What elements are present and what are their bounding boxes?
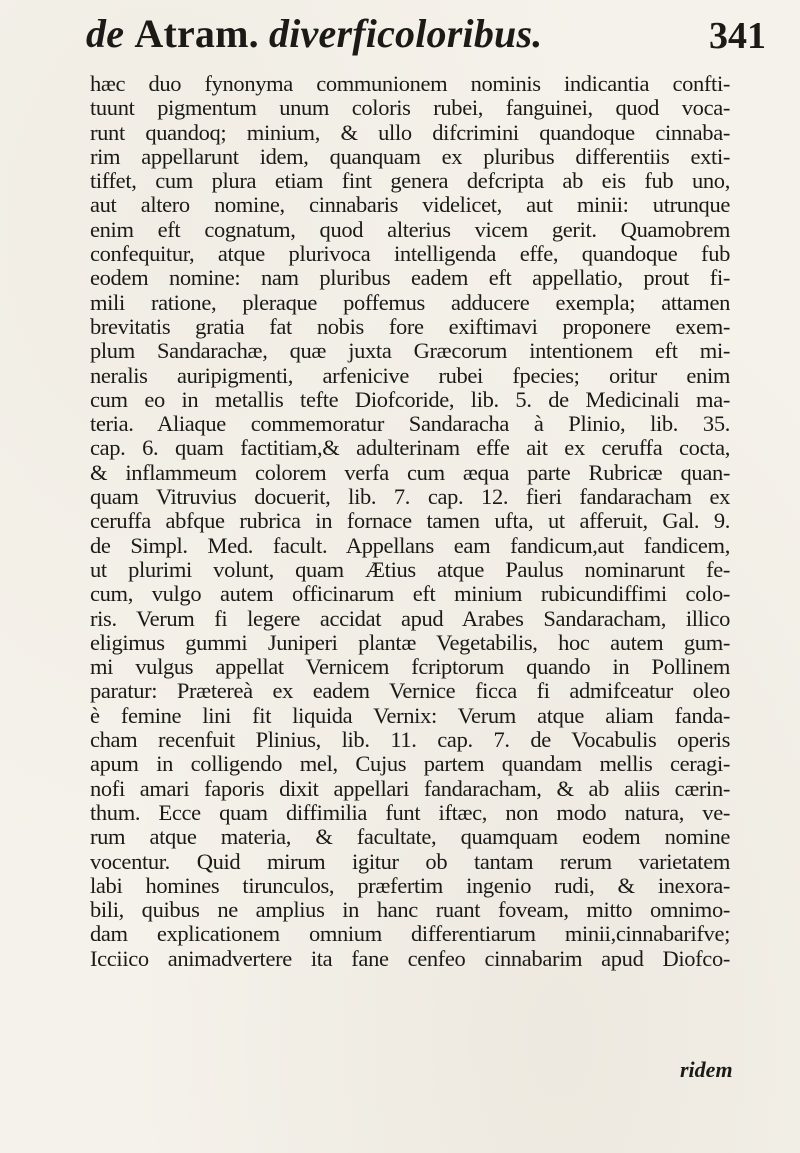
text-line: thum. Ecce quam diffimilia funt iftæc, non modo natura, ve- — [90, 799, 730, 825]
text-line: cham recenfuit Plinius, lib. 11. cap. 7. de Vocabulis operis — [90, 727, 730, 753]
text-line: rim appellarunt idem, quanquam ex pluribus differentiis exti- — [90, 143, 730, 169]
body-text — [90, 72, 730, 971]
text-line: ris. Verum fi legere accidat apud Arabes Sandaracham, illico — [90, 605, 730, 631]
text-line: brevitatis gratia fat nobis fore exiftimavi proponere exem- — [90, 313, 730, 339]
text-line: tiffet, cum plura etiam fint genera defcripta ab eis fub uno, — [90, 168, 730, 194]
text-line: quam Vitruvius docuerit, lib. 7. cap. 12. fieri fandaracham ex — [90, 484, 730, 510]
catchword: ridem — [680, 1057, 733, 1082]
text-line: aut altero nomine, cinnabaris videlicet, aut minii: utrunque — [90, 192, 730, 218]
running-title-word-3: diverficoloribus. — [269, 11, 543, 56]
text-line: cum eo in metallis tefte Diofcoride, lib. 5. de Medicinali ma- — [90, 386, 730, 412]
text-line: eodem nomine: nam pluribus eadem eft appellatio, prout fi- — [90, 265, 730, 291]
text-line: & inflammeum colorem verfa cum æqua parte Rubricæ quan- — [90, 459, 730, 485]
text-line: de Simpl. Med. facult. Appellans eam fandicum,aut fandicem, — [90, 532, 730, 558]
text-line: mili ratione, pleraque poffemus adducere exempla; attamen — [90, 289, 730, 315]
running-title — [86, 10, 542, 58]
running-title-word-1: de — [86, 11, 125, 56]
text-line: cap. 6. quam factitiam,& adulterinam effe ait ex ceruffa cocta, — [90, 435, 730, 461]
text-line: ut plurimi volunt, quam Ætius atque Paulus nominarunt fe- — [90, 556, 730, 582]
running-title-word-2: Atram. — [134, 11, 259, 56]
text-line: paratur: Prætereà ex eadem Vernice ficca fi admifceatur oleo — [90, 678, 730, 704]
text-line: confequitur, atque plurivoca intelligenda effe, quandoque fub — [90, 241, 730, 267]
text-line: plum Sandarachæ, quæ juxta Græcorum intentionem eft mi- — [90, 338, 730, 364]
text-line: eligimus gummi Juniperi plantæ Vegetabilis, hoc autem gum- — [90, 629, 730, 655]
text-line: dam explicationem omnium differentiarum minii,cinnabarifve; — [90, 921, 730, 947]
text-line: bili, quibus ne amplius in hanc ruant foveam, mitto omnimo- — [90, 897, 730, 923]
text-line: tuunt pigmentum unum coloris rubei, fanguinei, quod voca- — [90, 95, 730, 121]
text-line: apum in colligendo mel, Cujus partem quandam mellis ceragi- — [90, 751, 730, 777]
text-line: cum, vulgo autem officinarum eft minium rubicundiffimi colo- — [90, 581, 730, 607]
text-line: nofi amari faporis dixit appellari fandaracham, & ab aliis cærin- — [90, 775, 730, 801]
page-number: 341 — [709, 15, 766, 57]
text-line: labi homines tirunculos, præfertim ingenio rudi, & inexora- — [90, 872, 730, 898]
text-line: Icciico animadvertere ita fane cenfeo cinnabarim apud Diofco- — [90, 945, 730, 971]
text-line: ceruffa abfque rubrica in fornace tamen ufta, ut afferuit, Gal. 9. — [90, 508, 730, 534]
text-line: vocentur. Quid mirum igitur ob tantam rerum varietatem — [90, 848, 730, 874]
text-line: hæc duo fynonyma communionem nominis indicantia confti- — [90, 71, 730, 96]
text-line: runt quandoq; minium, & ullo difcrimini quandoque cinnaba- — [90, 119, 730, 145]
text-line: teria. Aliaque commemoratur Sandaracha à Plinio, lib. 35. — [90, 411, 730, 437]
running-head — [86, 4, 766, 66]
text-line: neralis auripigmenti, arfenicive rubei fpecies; oritur enim — [90, 362, 730, 388]
text-line: è femine lini fit liquida Vernix: Verum atque aliam fanda- — [90, 702, 730, 728]
text-line: rum atque materia, & facultate, quamquam eodem nomine — [90, 824, 730, 850]
text-line: mi vulgus appellat Vernicem fcriptorum quando in Pollinem — [90, 654, 730, 680]
text-line: enim eft cognatum, quod alterius vicem gerit. Quamobrem — [90, 216, 730, 242]
